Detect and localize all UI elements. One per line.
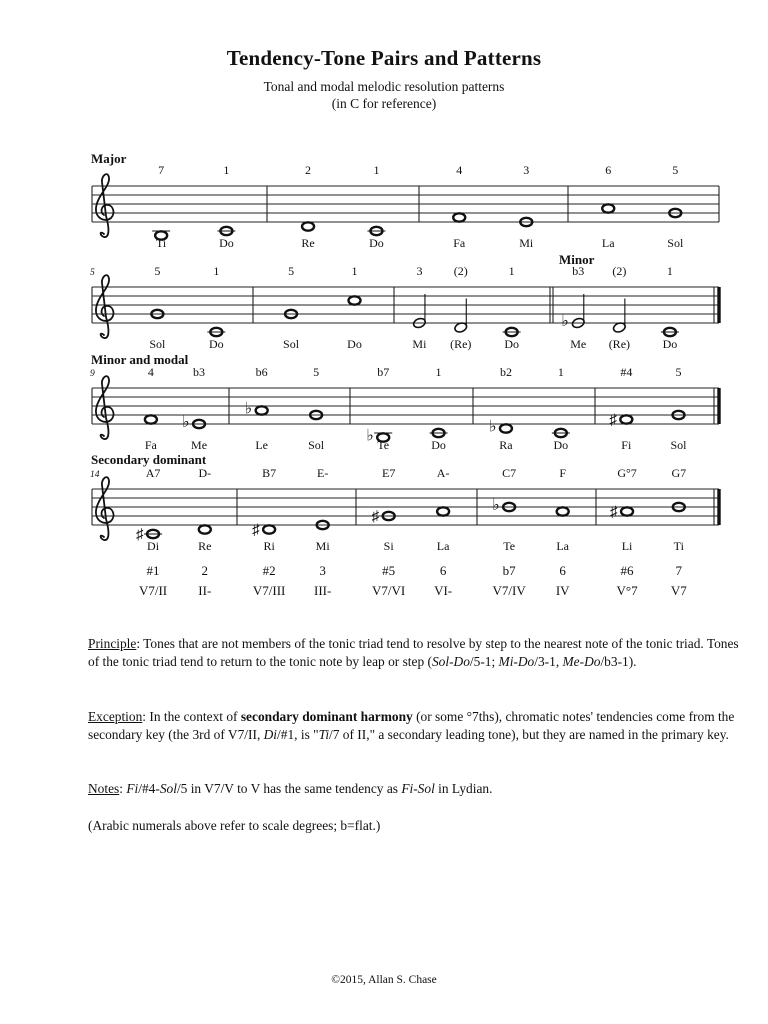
scale-degree-label: A- <box>436 466 450 480</box>
exception-paragraph <box>88 708 748 744</box>
solfege-label: Do <box>553 438 569 452</box>
note-head <box>437 507 449 515</box>
scale-degree-label: 1 <box>508 264 515 278</box>
scale-degree-label: b2 <box>499 365 512 379</box>
scale-degree-number: b7 <box>502 563 516 578</box>
scale-degree-number: 2 <box>201 563 209 578</box>
scale-degree-number: 7 <box>675 563 683 578</box>
scale-degree-label: 6 <box>605 163 612 177</box>
principle-paragraph <box>88 635 748 671</box>
solfege-label: Me <box>191 438 208 452</box>
scale-degree-label: 1 <box>373 163 380 177</box>
note-head <box>621 507 633 515</box>
notes-paragraph <box>88 780 748 798</box>
treble-clef-icon <box>96 174 114 237</box>
solfege-label: Mi <box>412 337 427 351</box>
solfege-label: Sol <box>667 236 684 250</box>
scale-degree-number: 6 <box>559 563 566 578</box>
exception-text: : In the context of <box>142 709 241 724</box>
treble-clef-icon <box>96 376 114 439</box>
scale-degree-label: b3 <box>193 365 206 379</box>
scale-degree-label: 1 <box>223 163 230 177</box>
scale-degree-label: F <box>559 466 567 480</box>
exception-bold: secondary dominant harmony <box>240 709 413 724</box>
scale-degree-label: 5 <box>675 365 682 379</box>
scale-degree-number: 3 <box>319 563 326 578</box>
roman-numeral-label: V7/VI <box>372 583 406 598</box>
solfege-label: Li <box>621 539 633 553</box>
solfege-label: Ri <box>263 539 275 553</box>
note-head <box>349 296 361 304</box>
solfege-label: Le <box>255 438 268 452</box>
notes-label: Notes <box>88 781 120 796</box>
accidental-icon: ♭ <box>244 400 253 418</box>
note-head <box>302 222 314 230</box>
accidental-icon: ♭ <box>492 497 500 514</box>
scale-degree-label: 1 <box>557 365 564 379</box>
roman-numeral-label: II- <box>198 583 212 598</box>
note-head <box>412 294 426 329</box>
subtitle-line-2: (in C for reference) <box>331 96 437 111</box>
notes-text: : <box>119 781 127 796</box>
roman-numeral-label: V7/IV <box>492 583 526 598</box>
solfege-label: Mi <box>315 539 330 553</box>
accidental-icon: ♯ <box>136 527 144 543</box>
roman-numeral-label: V7/II <box>138 583 168 598</box>
scale-degree-label: 3 <box>523 163 530 177</box>
solfege-label: Re <box>301 236 315 250</box>
scale-degree-label: G7 <box>671 466 687 480</box>
scale-degree-label: A7 <box>145 466 161 480</box>
notes-italic-1: Fi <box>126 781 139 796</box>
solfege-label: La <box>556 539 570 553</box>
scale-degree-label: (2) <box>453 264 468 278</box>
roman-numeral-label: V7/III <box>252 583 286 598</box>
section-label: Minor <box>559 252 595 267</box>
principle-text-3: /3-1, <box>534 654 563 669</box>
accidental-icon: ♯ <box>252 522 260 539</box>
scale-degree-label: 5 <box>288 264 295 278</box>
solfege-label: Do <box>662 337 678 351</box>
scale-degree-label: C7 <box>502 466 517 480</box>
solfege-label: Do <box>504 337 519 351</box>
solfege-label: Fa <box>453 236 466 250</box>
copyright-footer: ©2015, Allan S. Chase <box>331 974 437 986</box>
scale-degree-label: 4 <box>456 163 463 177</box>
section-label: Minor and modal <box>91 352 189 367</box>
note-head <box>661 328 679 336</box>
solfege-label: Mi <box>519 236 534 250</box>
roman-numeral-label: IV <box>555 583 570 598</box>
note-head <box>500 424 512 432</box>
notes-text-4: in Lydian. <box>434 781 493 796</box>
solfege-label: Sol <box>670 438 687 452</box>
solfege-label: Fi <box>621 438 632 452</box>
scale-degree-label: b7 <box>377 365 390 379</box>
principle-italic-2: Mi-Do <box>498 654 535 669</box>
note-head <box>602 204 614 212</box>
scale-degree-label: 4 <box>147 365 154 379</box>
scale-degree-label: 5 <box>154 264 161 278</box>
arabic-numerals-note: (Arabic numerals above refer to scale degrees; b=flat.) <box>88 818 381 833</box>
scale-degree-label: 1 <box>351 264 358 278</box>
notes-text-2: /#4- <box>138 781 160 796</box>
note-head <box>571 294 585 329</box>
solfege-label: Sol <box>283 337 300 351</box>
scale-degree-label: 1 <box>213 264 220 278</box>
notes-italic-3: Fi-Sol <box>401 781 435 796</box>
scale-degree-number: #5 <box>382 563 396 578</box>
note-head <box>612 299 626 334</box>
scale-degree-label: 5 <box>672 163 679 177</box>
scale-degree-label: (2) <box>612 264 627 278</box>
principle-italic-1: Sol-Do <box>431 654 470 669</box>
accidental-icon: ♭ <box>366 427 374 445</box>
scale-degree-label: 2 <box>305 163 312 177</box>
scale-degree-label: 1 <box>435 365 442 379</box>
measure-number: 9 <box>90 369 95 379</box>
scale-degree-number: #1 <box>146 563 160 578</box>
accidental-icon: ♯ <box>609 412 617 429</box>
solfege-label: Si <box>383 539 394 553</box>
principle-text-4: /b3-1). <box>600 654 637 669</box>
note-head <box>145 415 157 423</box>
accidental-icon: ♯ <box>371 509 380 525</box>
solfege-label: Me <box>570 337 587 351</box>
accidental-icon: ♯ <box>610 504 618 521</box>
note-head <box>256 406 268 414</box>
note-head <box>552 429 570 437</box>
treble-clef-icon <box>96 477 114 540</box>
measure-number: 5 <box>90 268 95 278</box>
solfege-label: Te <box>503 539 516 553</box>
exception-italic-1: Di <box>263 727 278 742</box>
solfege-label: Te <box>377 438 390 452</box>
solfege-label: Ra <box>499 438 513 452</box>
subtitle-line-1: Tonal and modal melodic resolution patterns <box>263 79 505 94</box>
solfege-label: La <box>601 236 615 250</box>
roman-numeral-label: V°7 <box>616 583 638 598</box>
notes-text-3: /5 in V7/V to V has the same tendency as <box>176 781 402 796</box>
exception-italic-2: Ti <box>318 727 330 742</box>
note-head <box>217 227 235 235</box>
solfege-label: Di <box>147 539 160 553</box>
scale-degree-number: #2 <box>262 563 276 578</box>
note-head <box>453 213 465 221</box>
note-head <box>503 328 521 336</box>
scale-degree-number: 6 <box>439 563 447 578</box>
scale-degree-label: 5 <box>313 365 320 379</box>
solfege-label: Do <box>219 236 234 250</box>
exception-text-4: /7 of II," a secondary leading tone), but they are named in the primary key. <box>329 727 729 742</box>
solfege-label: Sol <box>308 438 325 452</box>
scale-degree-label: b6 <box>255 365 268 379</box>
note-head <box>207 328 225 336</box>
treble-clef-icon <box>96 275 114 338</box>
solfege-label: (Re) <box>450 337 472 351</box>
solfege-label: Do <box>208 337 224 351</box>
accidental-icon: ♭ <box>182 414 190 431</box>
note-head <box>144 530 162 538</box>
scale-degree-label: E- <box>317 466 329 480</box>
scale-degree-number: #6 <box>620 563 634 578</box>
solfege-label: Sol <box>149 337 166 351</box>
exception-label: Exception <box>88 709 143 724</box>
scale-degree-label: 3 <box>416 264 423 278</box>
solfege-label: Do <box>369 236 384 250</box>
scale-degree-label: b3 <box>572 264 585 278</box>
note-head <box>430 429 448 437</box>
principle-italic-3: Me-Do <box>562 654 601 669</box>
solfege-label: Ti <box>673 539 684 553</box>
scale-degree-label: 1 <box>666 264 673 278</box>
principle-label: Principle <box>88 636 137 651</box>
note-head <box>199 525 211 533</box>
page-title: Tendency-Tone Pairs and Patterns <box>226 46 542 70</box>
exception-text-2: (or some °7ths), chromatic notes' tendencies come from the secondary key (the 3rd of V7/II, <box>88 709 735 742</box>
note-head <box>557 507 569 515</box>
scale-degree-label: B7 <box>262 466 277 480</box>
note-head <box>263 525 275 533</box>
scale-degree-label: #4 <box>620 365 633 379</box>
solfege-label: La <box>436 539 450 553</box>
roman-numeral-label: III- <box>314 583 332 598</box>
roman-numeral-label: V7 <box>670 583 687 598</box>
accidental-icon: ♭ <box>488 418 497 436</box>
exception-text-3: /#1, is " <box>277 727 319 742</box>
solfege-label: Do <box>347 337 362 351</box>
solfege-label: (Re) <box>608 337 631 351</box>
note-head <box>620 415 632 423</box>
accidental-icon: ♭ <box>561 313 569 330</box>
note-head <box>367 227 385 235</box>
scale-degree-label: 7 <box>158 163 165 177</box>
section-label: Major <box>91 151 127 166</box>
scale-degree-label: D- <box>198 466 212 480</box>
solfege-label: Re <box>198 539 212 553</box>
principle-text-2: /5-1; <box>469 654 499 669</box>
section-label: Secondary dominant <box>91 452 207 467</box>
solfege-label: Do <box>431 438 446 452</box>
principle-text: : Tones that are not members of the tonic triad tend to resolve by step to the nearest note of the tonic triad. Tones of the tonic triad tend to return to the tonic note by leap or step ( <box>88 636 739 669</box>
solfege-label: Fa <box>144 438 157 452</box>
notes-italic-2: Sol <box>159 781 177 796</box>
scale-degree-label: G°7 <box>617 466 637 480</box>
note-head <box>454 299 468 334</box>
scale-degree-label: E7 <box>381 466 396 480</box>
roman-numeral-label: VI- <box>434 583 453 598</box>
measure-number: 14 <box>90 470 100 480</box>
solfege-label: Ti <box>156 236 167 250</box>
